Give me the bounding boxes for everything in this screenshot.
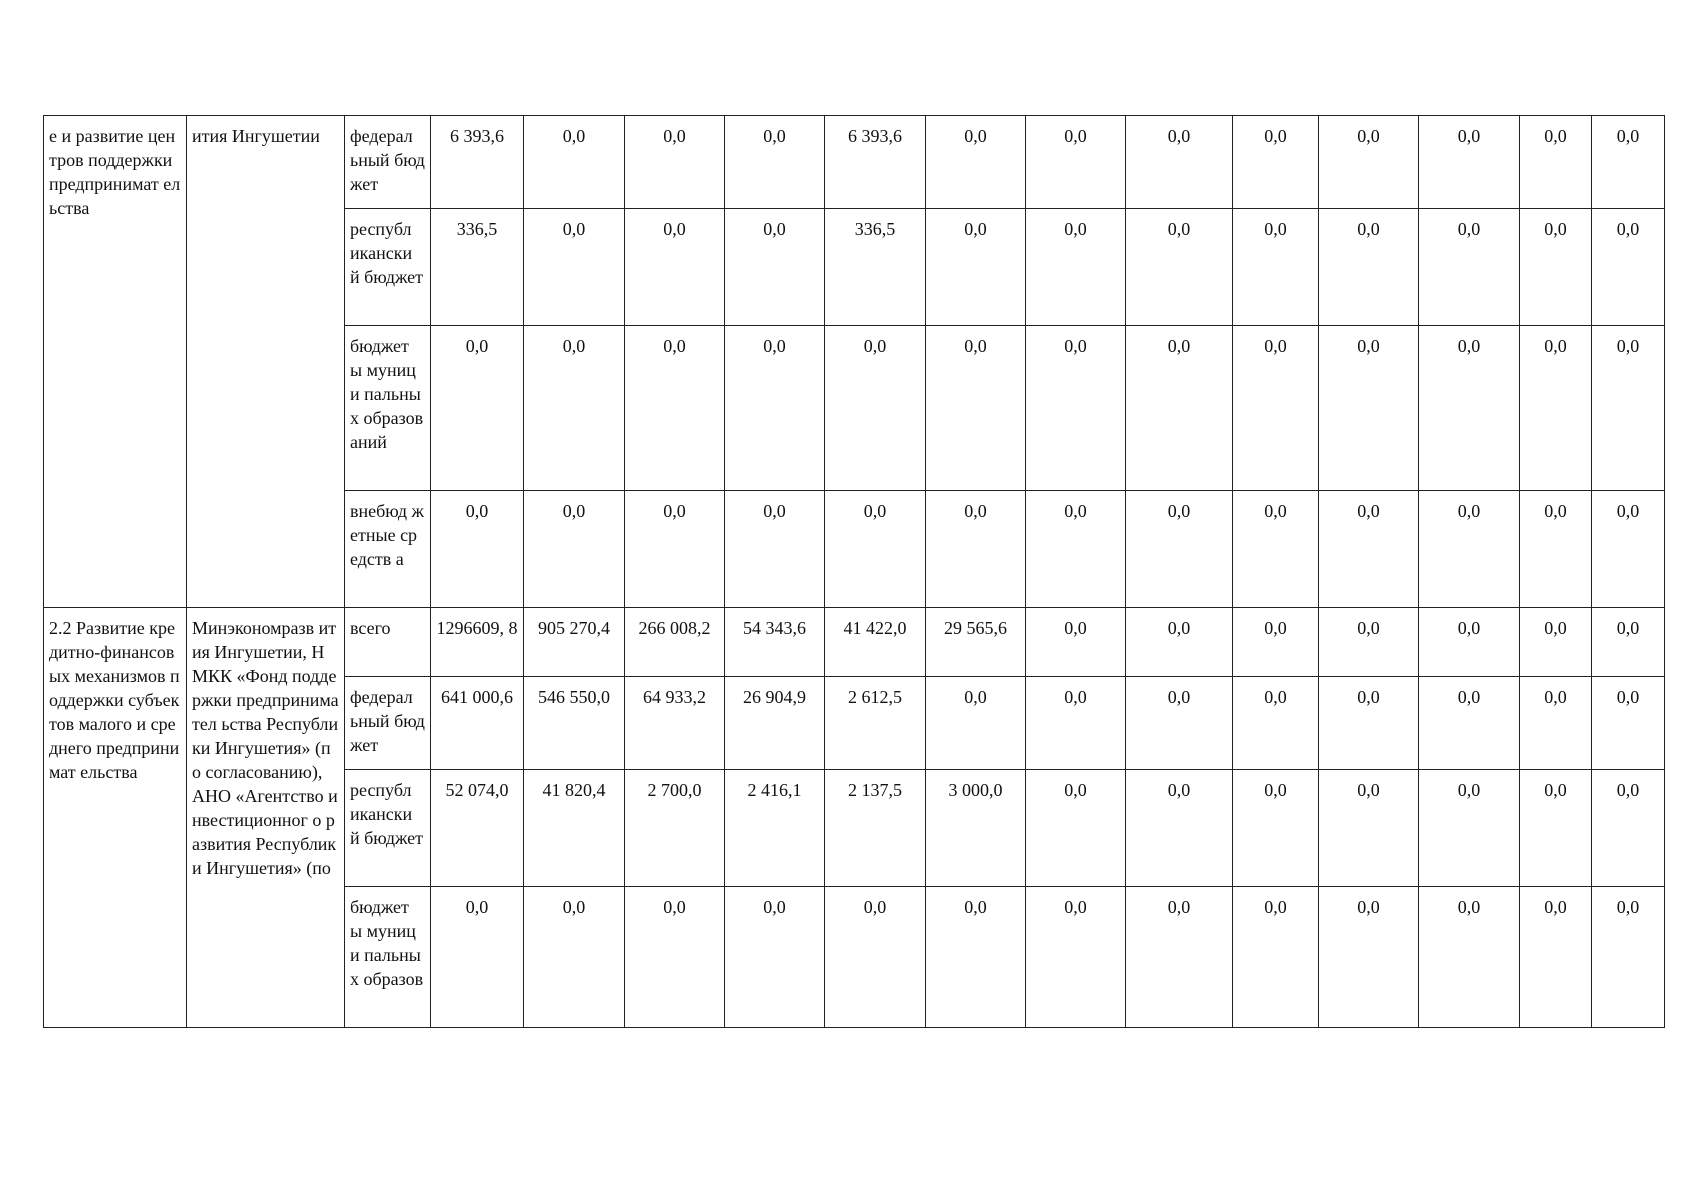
- value-cell: 0,0: [1520, 491, 1592, 608]
- value-cell: 0,0: [1026, 326, 1126, 491]
- value-cell: 3 000,0: [926, 770, 1026, 887]
- value-cell: 0,0: [1319, 116, 1419, 209]
- funding-source-cell: бюджет ы муници пальных образов аний: [345, 326, 431, 491]
- event-name-cell: 2.2 Развитие кредитно-финансовых механизмов поддержки субъектов малого и среднего предпринимат ельства: [44, 608, 187, 1028]
- value-cell: 0,0: [1126, 887, 1233, 1028]
- value-cell: 0,0: [1319, 887, 1419, 1028]
- value-cell: 2 137,5: [825, 770, 926, 887]
- value-cell: 0,0: [431, 326, 524, 491]
- value-cell: 0,0: [524, 116, 625, 209]
- value-cell: 0,0: [1592, 116, 1665, 209]
- value-cell: 0,0: [926, 209, 1026, 326]
- value-cell: 0,0: [1319, 770, 1419, 887]
- funding-source-cell: всего: [345, 608, 431, 677]
- value-cell: 0,0: [1520, 116, 1592, 209]
- value-cell: 641 000,6: [431, 677, 524, 770]
- value-cell: 0,0: [725, 116, 825, 209]
- value-cell: 0,0: [926, 887, 1026, 1028]
- executor-cell: Минэкономразв ития Ингушетии, НМКК «Фонд поддержки предпринимател ьства Республики Ингушетия» (по согласованию), АНО «Агентство инвестиционног о развития Республики Ингушетия» (по: [187, 608, 345, 1028]
- value-cell: 0,0: [1592, 209, 1665, 326]
- value-cell: 29 565,6: [926, 608, 1026, 677]
- value-cell: 0,0: [431, 491, 524, 608]
- value-cell: 0,0: [1592, 326, 1665, 491]
- value-cell: 0,0: [926, 116, 1026, 209]
- value-cell: 0,0: [1520, 677, 1592, 770]
- value-cell: 0,0: [1126, 677, 1233, 770]
- value-cell: 0,0: [1233, 887, 1319, 1028]
- value-cell: 546 550,0: [524, 677, 625, 770]
- value-cell: 0,0: [1592, 491, 1665, 608]
- value-cell: 0,0: [1233, 608, 1319, 677]
- value-cell: 0,0: [625, 326, 725, 491]
- value-cell: 26 904,9: [725, 677, 825, 770]
- funding-source-cell: республ икански й бюджет: [345, 770, 431, 887]
- value-cell: 6 393,6: [825, 116, 926, 209]
- value-cell: 52 074,0: [431, 770, 524, 887]
- value-cell: 0,0: [1026, 887, 1126, 1028]
- value-cell: 0,0: [1419, 326, 1520, 491]
- value-cell: 0,0: [1592, 887, 1665, 1028]
- value-cell: 0,0: [1233, 770, 1319, 887]
- value-cell: 0,0: [1419, 116, 1520, 209]
- value-cell: 0,0: [524, 491, 625, 608]
- value-cell: 0,0: [1026, 491, 1126, 608]
- funding-source-cell: федерал ьный бюджет: [345, 116, 431, 209]
- value-cell: 0,0: [625, 887, 725, 1028]
- value-cell: 0,0: [1592, 770, 1665, 887]
- value-cell: 0,0: [1520, 608, 1592, 677]
- value-cell: 1296609, 8: [431, 608, 524, 677]
- value-cell: 0,0: [524, 887, 625, 1028]
- value-cell: 0,0: [1126, 770, 1233, 887]
- value-cell: 0,0: [1126, 209, 1233, 326]
- value-cell: 0,0: [1026, 770, 1126, 887]
- budget-table: [43, 115, 1665, 1028]
- value-cell: 0,0: [1419, 491, 1520, 608]
- value-cell: 0,0: [725, 887, 825, 1028]
- value-cell: 41 820,4: [524, 770, 625, 887]
- value-cell: 0,0: [1319, 491, 1419, 608]
- value-cell: 64 933,2: [625, 677, 725, 770]
- value-cell: 0,0: [1026, 116, 1126, 209]
- value-cell: 0,0: [1126, 116, 1233, 209]
- value-cell: 0,0: [1520, 209, 1592, 326]
- value-cell: 0,0: [1419, 770, 1520, 887]
- value-cell: 0,0: [926, 677, 1026, 770]
- value-cell: 0,0: [1126, 491, 1233, 608]
- value-cell: 0,0: [1026, 677, 1126, 770]
- value-cell: 0,0: [825, 491, 926, 608]
- value-cell: 0,0: [1026, 608, 1126, 677]
- value-cell: 41 422,0: [825, 608, 926, 677]
- value-cell: 0,0: [1520, 770, 1592, 887]
- value-cell: 0,0: [1592, 677, 1665, 770]
- value-cell: 0,0: [1419, 608, 1520, 677]
- funding-source-cell: республ икански й бюджет: [345, 209, 431, 326]
- value-cell: 54 343,6: [725, 608, 825, 677]
- value-cell: 0,0: [431, 887, 524, 1028]
- value-cell: 0,0: [1592, 608, 1665, 677]
- value-cell: 0,0: [1233, 326, 1319, 491]
- value-cell: 2 612,5: [825, 677, 926, 770]
- table-row: [44, 116, 1665, 209]
- value-cell: 0,0: [1520, 326, 1592, 491]
- value-cell: 336,5: [431, 209, 524, 326]
- value-cell: 0,0: [926, 491, 1026, 608]
- event-name-cell: е и развитие центров поддержки предпринимат ельства: [44, 116, 187, 608]
- value-cell: 2 416,1: [725, 770, 825, 887]
- value-cell: 0,0: [1233, 677, 1319, 770]
- value-cell: 0,0: [1419, 209, 1520, 326]
- value-cell: 0,0: [825, 326, 926, 491]
- value-cell: 0,0: [1126, 608, 1233, 677]
- value-cell: 0,0: [1419, 677, 1520, 770]
- value-cell: 0,0: [926, 326, 1026, 491]
- value-cell: 0,0: [825, 887, 926, 1028]
- value-cell: 0,0: [625, 209, 725, 326]
- value-cell: 6 393,6: [431, 116, 524, 209]
- value-cell: 336,5: [825, 209, 926, 326]
- value-cell: 0,0: [725, 209, 825, 326]
- value-cell: 0,0: [625, 491, 725, 608]
- table-row: [44, 608, 1665, 677]
- value-cell: 266 008,2: [625, 608, 725, 677]
- value-cell: 0,0: [1026, 209, 1126, 326]
- funding-source-cell: внебюд жетные средств а: [345, 491, 431, 608]
- value-cell: 0,0: [1319, 677, 1419, 770]
- executor-cell: ития Ингушетии: [187, 116, 345, 608]
- value-cell: 0,0: [1520, 887, 1592, 1028]
- value-cell: 0,0: [524, 209, 625, 326]
- funding-source-cell: бюджет ы муници пальных образов: [345, 887, 431, 1028]
- value-cell: 0,0: [1233, 116, 1319, 209]
- value-cell: 0,0: [1126, 326, 1233, 491]
- funding-source-cell: федерал ьный бюджет: [345, 677, 431, 770]
- value-cell: 0,0: [1319, 326, 1419, 491]
- value-cell: 2 700,0: [625, 770, 725, 887]
- value-cell: 0,0: [1419, 887, 1520, 1028]
- value-cell: 0,0: [1233, 209, 1319, 326]
- value-cell: 0,0: [1319, 608, 1419, 677]
- value-cell: 0,0: [524, 326, 625, 491]
- value-cell: 0,0: [1319, 209, 1419, 326]
- value-cell: 0,0: [625, 116, 725, 209]
- value-cell: 0,0: [725, 326, 825, 491]
- value-cell: 0,0: [1233, 491, 1319, 608]
- value-cell: 0,0: [725, 491, 825, 608]
- value-cell: 905 270,4: [524, 608, 625, 677]
